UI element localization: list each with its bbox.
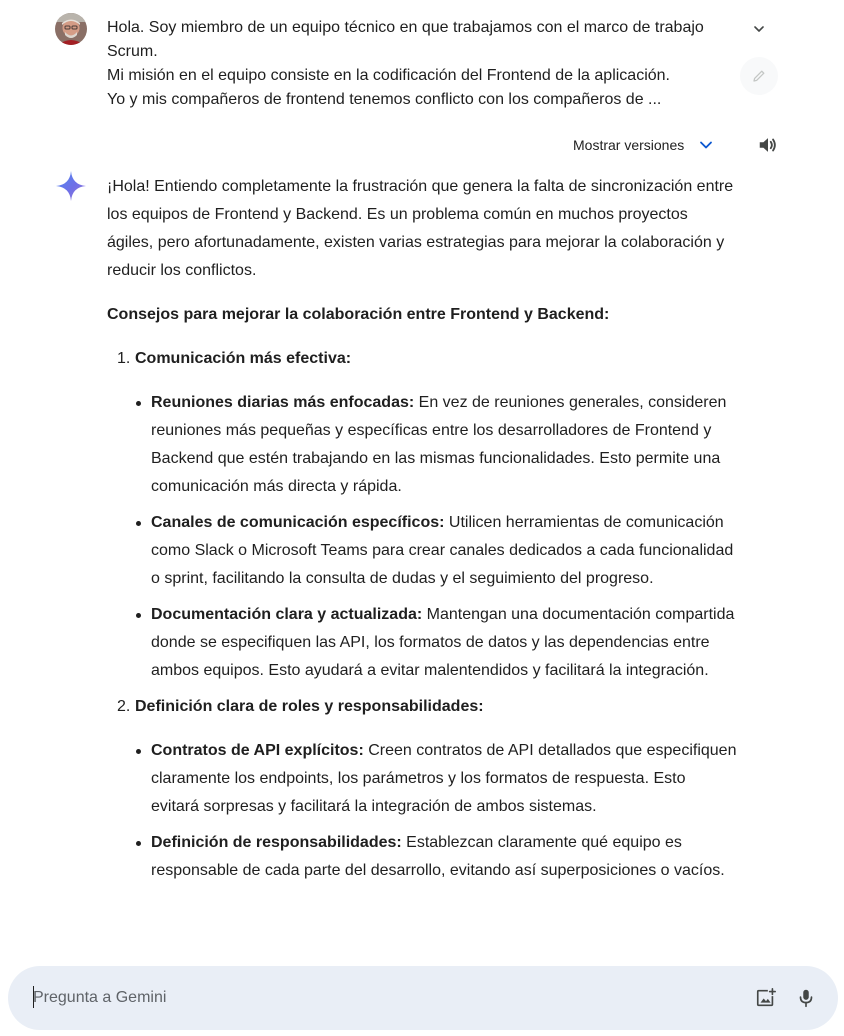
text-caret (33, 986, 34, 1008)
user-prompt-line: Mi misión en el equipo consiste en la codificación del Frontend de la aplicación. (107, 67, 670, 84)
tip-item-title: Documentación clara y actualizada: (151, 606, 423, 623)
tip-item-text: Establezcan claramente qué equipo es responsable de cada parte del desarrollo, evitando así superposiciones o vacíos. (151, 834, 725, 879)
tip-item (135, 737, 737, 821)
section-items (135, 737, 737, 885)
microphone-icon (795, 987, 817, 1009)
tip-section (107, 693, 737, 885)
user-avatar[interactable] (55, 13, 87, 45)
tips-list (107, 345, 737, 885)
tip-item-title: Definición de responsabilidades: (151, 834, 402, 851)
tip-item-text: En vez de reuniones generales, consideren reuniones más pequeñas y específicas entre los desarrolladores de Frontend y Backend que estén trabajando en las mismas funcionalidades. Esto permite una comunicación más directa y rápida. (151, 394, 727, 495)
gemini-response (107, 173, 737, 893)
show-versions-label: Mostrar versiones (573, 137, 685, 153)
prompt-input[interactable] (33, 986, 593, 1010)
add-image-button[interactable] (754, 986, 778, 1010)
response-heading: Consejos para mejorar la colaboración entre Frontend y Backend: (107, 306, 610, 323)
tip-section (107, 345, 737, 685)
expand-prompt-button[interactable] (747, 17, 771, 41)
chevron-down-icon (752, 22, 766, 36)
tip-item-text: Creen contratos de API detallados que especifiquen claramente los endpoints, los parámetros y los formatos de respuesta. Esto evitará sorpresas y facilitará la integración de ambos sistemas. (151, 742, 737, 815)
chevron-down-icon (698, 137, 714, 153)
tip-item-text: Utilicen herramientas de comunicación como Slack o Microsoft Teams para crear canales dedicados a cada funcionalidad o sprint, facilitando la consulta de dudas y el seguimiento del progreso. (151, 514, 734, 587)
microphone-button[interactable] (794, 986, 818, 1010)
tip-item-title: Contratos de API explícitos: (151, 742, 364, 759)
section-number: 1. (117, 350, 131, 367)
user-prompt-line: Hola. Soy miembro de un equipo técnico en que trabajamos con el marco de trabajo (107, 19, 704, 36)
tip-item (135, 509, 737, 593)
user-prompt-line: Yo y mis compañeros de frontend tenemos conflicto con los compañeros de ... (107, 91, 662, 108)
tip-item (135, 601, 737, 685)
tip-item-text: Mantengan una documentación compartida donde se especifiquen las API, los formatos de datos y las dependencias entre ambos equipos. Esto ayudará a evitar malentendidos y facilitará la integración. (151, 606, 735, 679)
response-intro: ¡Hola! Entiendo completamente la frustración que genera la falta de sincronización entre los equipos de Frontend y Backend. Es un problema común en muchos proyectos ágiles, pero afortunadamente, existen varias estrategias para mejorar la colaboración y reducir los conflictos. (107, 178, 734, 279)
section-items (135, 389, 737, 685)
user-prompt-line: Scrum. (107, 43, 158, 60)
tip-item (135, 829, 737, 885)
section-number: 2. (117, 698, 131, 715)
tip-item-title: Canales de comunicación específicos: (151, 514, 445, 531)
edit-prompt-button[interactable] (740, 57, 778, 95)
tip-item-title: Reuniones diarias más enfocadas: (151, 394, 415, 411)
show-versions-button[interactable] (573, 134, 714, 156)
read-aloud-button[interactable] (756, 133, 780, 157)
gemini-sparkle-icon (55, 170, 87, 202)
section-title: Comunicación más efectiva: (135, 350, 352, 367)
section-title: Definición clara de roles y responsabilidades: (135, 698, 484, 715)
prompt-composer (8, 966, 838, 1030)
tip-item (135, 389, 737, 501)
image-add-icon (755, 987, 777, 1009)
pencil-icon (751, 68, 767, 84)
user-prompt-text (107, 16, 737, 112)
volume-icon (757, 134, 779, 156)
